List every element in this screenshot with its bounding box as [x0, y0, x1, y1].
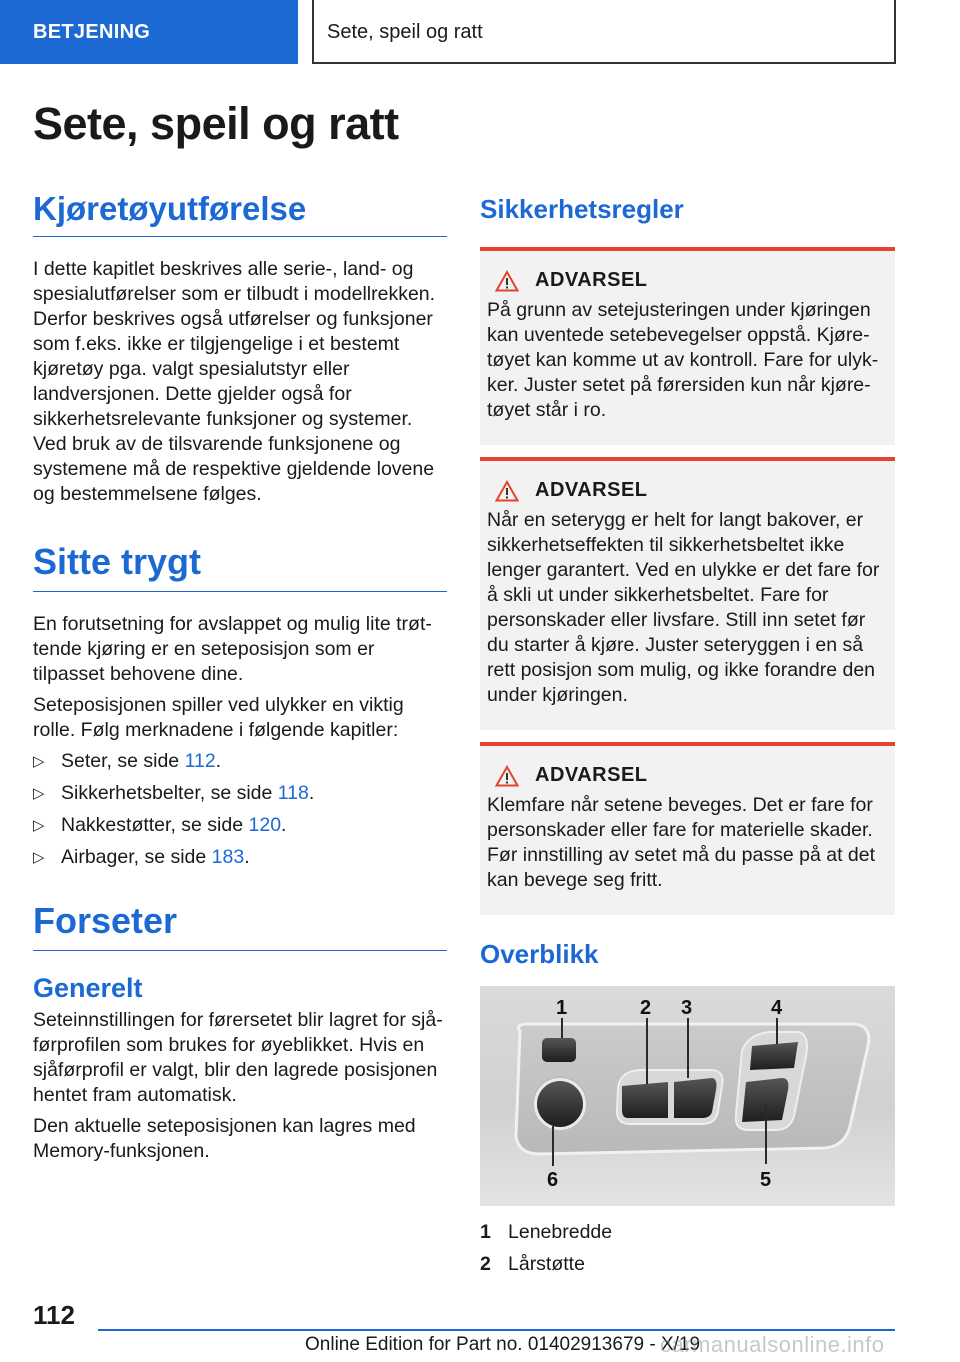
section-title-overview: Overblikk	[480, 939, 599, 969]
warning-text: På grunn av setejusteringen under kjøringen kan uventede setebevegelser oppstå. Kjøretøyet kan komme ut av kontroll. Fare for ulykker. Juster setet på førersiden kun når kjøretøyet står i ro.	[487, 299, 879, 421]
warning-triangle-icon	[495, 765, 519, 787]
seat-controls-illustration	[480, 986, 895, 1206]
bullet-triangle-icon: ▷	[33, 785, 45, 802]
seat-controls-photo	[480, 986, 895, 1206]
list-item: ▷ Sikkerhetsbelter, se side 118.	[33, 782, 315, 804]
section-title-front-seats: Forseter	[33, 900, 447, 951]
bullet-triangle-icon: ▷	[33, 849, 45, 866]
page-link[interactable]: 118	[277, 782, 309, 804]
subsection-title-general: Generelt	[33, 973, 143, 1003]
callout-number: 2	[640, 997, 652, 1019]
list-item: ▷ Nakkestøtter, se side 120.	[33, 814, 287, 836]
bullet-triangle-icon: ▷	[33, 817, 45, 834]
sit-safely-p1: En forutsetning for avslappet og mulig lite trøttende kjøring er en seteposisjon som er tilpasset behovene dine.	[33, 613, 432, 685]
page-title: Sete, speil og ratt	[33, 98, 399, 149]
section-title-safety: Sikkerhetsregler	[480, 194, 684, 224]
left-column	[33, 190, 447, 1164]
warning-title: ADVARSEL	[535, 479, 648, 501]
callout-number: 6	[547, 1169, 559, 1191]
page-link[interactable]: 183	[211, 846, 245, 868]
warning-triangle-icon	[495, 480, 519, 502]
sit-safely-p2: Seteposisjonen spiller ved ulykker en viktig rolle. Følg merknadene i følgende kapitler:	[33, 694, 404, 741]
warning-text: Klemfare når setene beveges. Det er fare for personskader eller fare for materielle skader. Før innstilling av setet må du passe på at det kan bevege seg fritt.	[487, 794, 876, 891]
warning-box	[480, 457, 895, 730]
callout-number: 1	[556, 997, 568, 1019]
page-link[interactable]: 120	[248, 814, 282, 836]
right-column	[480, 190, 895, 1284]
warning-text: Når en seterygg er helt for langt bakover, er sikkerhetseffekten til sikkerhetsbeltet ikke lenger garantert. Ved en ulykke er det fare for å skli ut under sikkerhetsbeltet. Fare for personskader eller livsfare. Still inn setet før du starter å kjøre. Juster seteryggen i en så rett posisjon som mulig, og ikke forandre den under kjøringen.	[487, 509, 880, 706]
warning-triangle-icon	[495, 270, 519, 292]
warning-title: ADVARSEL	[535, 764, 648, 786]
chapter-header: Sete, speil og ratt	[312, 0, 896, 64]
chapter-reference-list	[33, 749, 447, 870]
footer-edition: Online Edition for Part no. 01402913679 - X/19	[305, 1334, 701, 1355]
callout-number: 4	[771, 997, 783, 1019]
section-title-vehicle-version: Kjøretøyutførelse	[33, 190, 447, 237]
list-item: ▷ Seter, se side 112.	[33, 750, 222, 772]
warning-box	[480, 742, 895, 915]
watermark: carmanualsonline.info	[660, 1332, 885, 1357]
callout-number: 3	[681, 997, 693, 1019]
bullet-triangle-icon: ▷	[33, 753, 45, 770]
photo-legend	[480, 1220, 895, 1277]
footer-divider	[98, 1329, 895, 1331]
callout-number: 5	[760, 1169, 772, 1191]
page-number: 112	[33, 1300, 75, 1330]
general-p1: Seteinnstillingen for førersetet blir lagret for sjåførprofilen som brukes for øyeblikket. Hvis en sjåførprofil er valgt, blir den lagrede posisjonen hentet fram automatisk.	[33, 1009, 443, 1106]
list-item: ▷ Airbager, se side 183.	[33, 846, 250, 868]
warning-title: ADVARSEL	[535, 269, 648, 291]
section-title-sit-safely: Sitte trygt	[33, 541, 447, 592]
page-link[interactable]: 112	[184, 750, 216, 772]
vehicle-version-text: I dette kapitlet beskrives alle serie-, land- og spesialutførelser som er tilbudt i modellrekken. Derfor beskrives også utførelser og funksjoner som f.eks. ikke er tilgjengelige i et bestemt kjøretøy pga. valgt spesialutstyr eller landversjonen. Dette gjelder også for sikkerhetsrelevante funksjoner og systemer. Ved bruk av de tilsvarende funksjonene og systemene må de respektive gjeldende lovene og bestemmelsene følges.	[33, 258, 436, 505]
warning-box	[480, 247, 895, 445]
section-tab[interactable]: BETJENING	[0, 0, 298, 64]
legend-item: 1 Lenebredde	[480, 1221, 613, 1243]
legend-item: 2 Lårstøtte	[480, 1253, 585, 1275]
general-p2: Den aktuelle seteposisjonen kan lagres med Memory-funksjonen.	[33, 1115, 416, 1162]
